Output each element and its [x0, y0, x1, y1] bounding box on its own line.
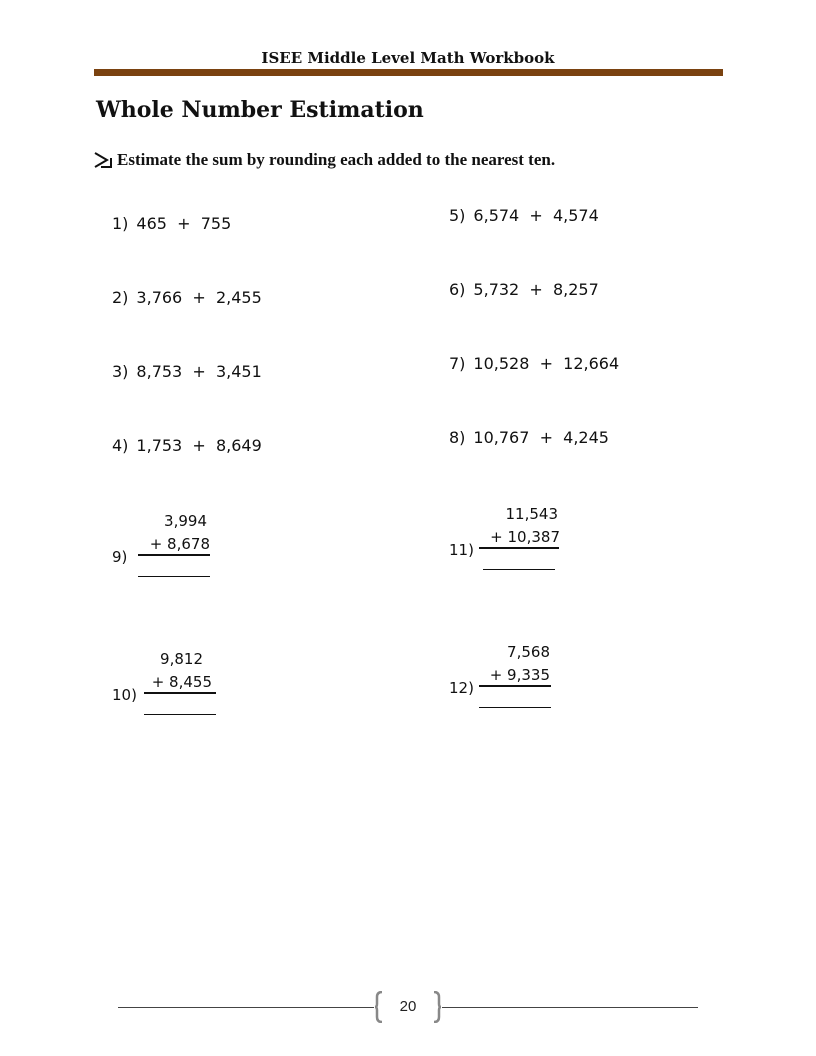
addend-bottom: + 8,678	[149, 535, 210, 553]
problem-2	[112, 288, 262, 307]
problem-number: 1)	[112, 214, 129, 233]
sum-bar	[479, 685, 551, 687]
problem-number: 5)	[449, 206, 466, 225]
problem-8	[449, 428, 609, 447]
problem-4	[112, 436, 262, 455]
problem-9	[112, 512, 222, 592]
problem-1	[112, 214, 231, 233]
addend-top: 7,568	[507, 643, 550, 661]
problem-number: 9)	[112, 548, 128, 566]
problem-5	[449, 206, 599, 225]
problem-10	[112, 650, 222, 730]
problem-number: 10)	[112, 686, 137, 704]
problem-number: 11)	[449, 541, 474, 559]
problem-expression: 10,767 + 4,245	[473, 428, 609, 447]
addend-bottom: + 9,335	[489, 666, 550, 684]
problem-3	[112, 362, 262, 381]
right-bracket-icon	[432, 991, 442, 1023]
problem-expression: 6,574 + 4,574	[473, 206, 599, 225]
problem-expression: 1,753 + 8,649	[136, 436, 262, 455]
problem-11	[449, 505, 569, 585]
problem-number: 6)	[449, 280, 466, 299]
problem-number: 3)	[112, 362, 129, 381]
problem-number: 8)	[449, 428, 466, 447]
header-title: ISEE Middle Level Math Workbook	[261, 49, 555, 67]
problem-expression: 465 + 755	[136, 214, 232, 233]
problem-expression: 8,753 + 3,451	[136, 362, 262, 381]
answer-blank	[138, 576, 210, 577]
problem-number: 2)	[112, 288, 129, 307]
page-title: Whole Number Estimation	[96, 97, 424, 123]
sum-bar	[479, 547, 559, 549]
problem-expression: 3,766 + 2,455	[136, 288, 262, 307]
problem-6	[449, 280, 599, 299]
instruction-text: Estimate the sum by rounding each added to the nearest ten.	[117, 150, 556, 169]
addend-bottom: + 8,455	[151, 673, 212, 691]
left-bracket-icon	[374, 991, 384, 1023]
answer-blank	[479, 707, 551, 708]
addend-top: 11,543	[505, 505, 558, 523]
addend-top: 9,812	[160, 650, 203, 668]
addend-bottom: + 10,387	[490, 528, 560, 546]
problem-number: 12)	[449, 679, 474, 697]
problem-number: 4)	[112, 436, 129, 455]
sum-bar	[138, 554, 210, 556]
answer-blank	[483, 569, 555, 570]
problem-number: 7)	[449, 354, 466, 373]
arrow-bullet-icon	[93, 150, 115, 170]
page-number: 20	[399, 998, 417, 1015]
footer-rule-right	[442, 1007, 698, 1008]
sum-bar	[144, 692, 216, 694]
header-rule	[94, 69, 723, 76]
instruction	[93, 150, 555, 170]
answer-blank	[144, 714, 216, 715]
problem-expression: 5,732 + 8,257	[473, 280, 599, 299]
problem-12	[449, 643, 569, 723]
problem-expression: 10,528 + 12,664	[473, 354, 620, 373]
addend-top: 3,994	[164, 512, 207, 530]
problem-7	[449, 354, 619, 373]
footer-rule-left	[118, 1007, 374, 1008]
